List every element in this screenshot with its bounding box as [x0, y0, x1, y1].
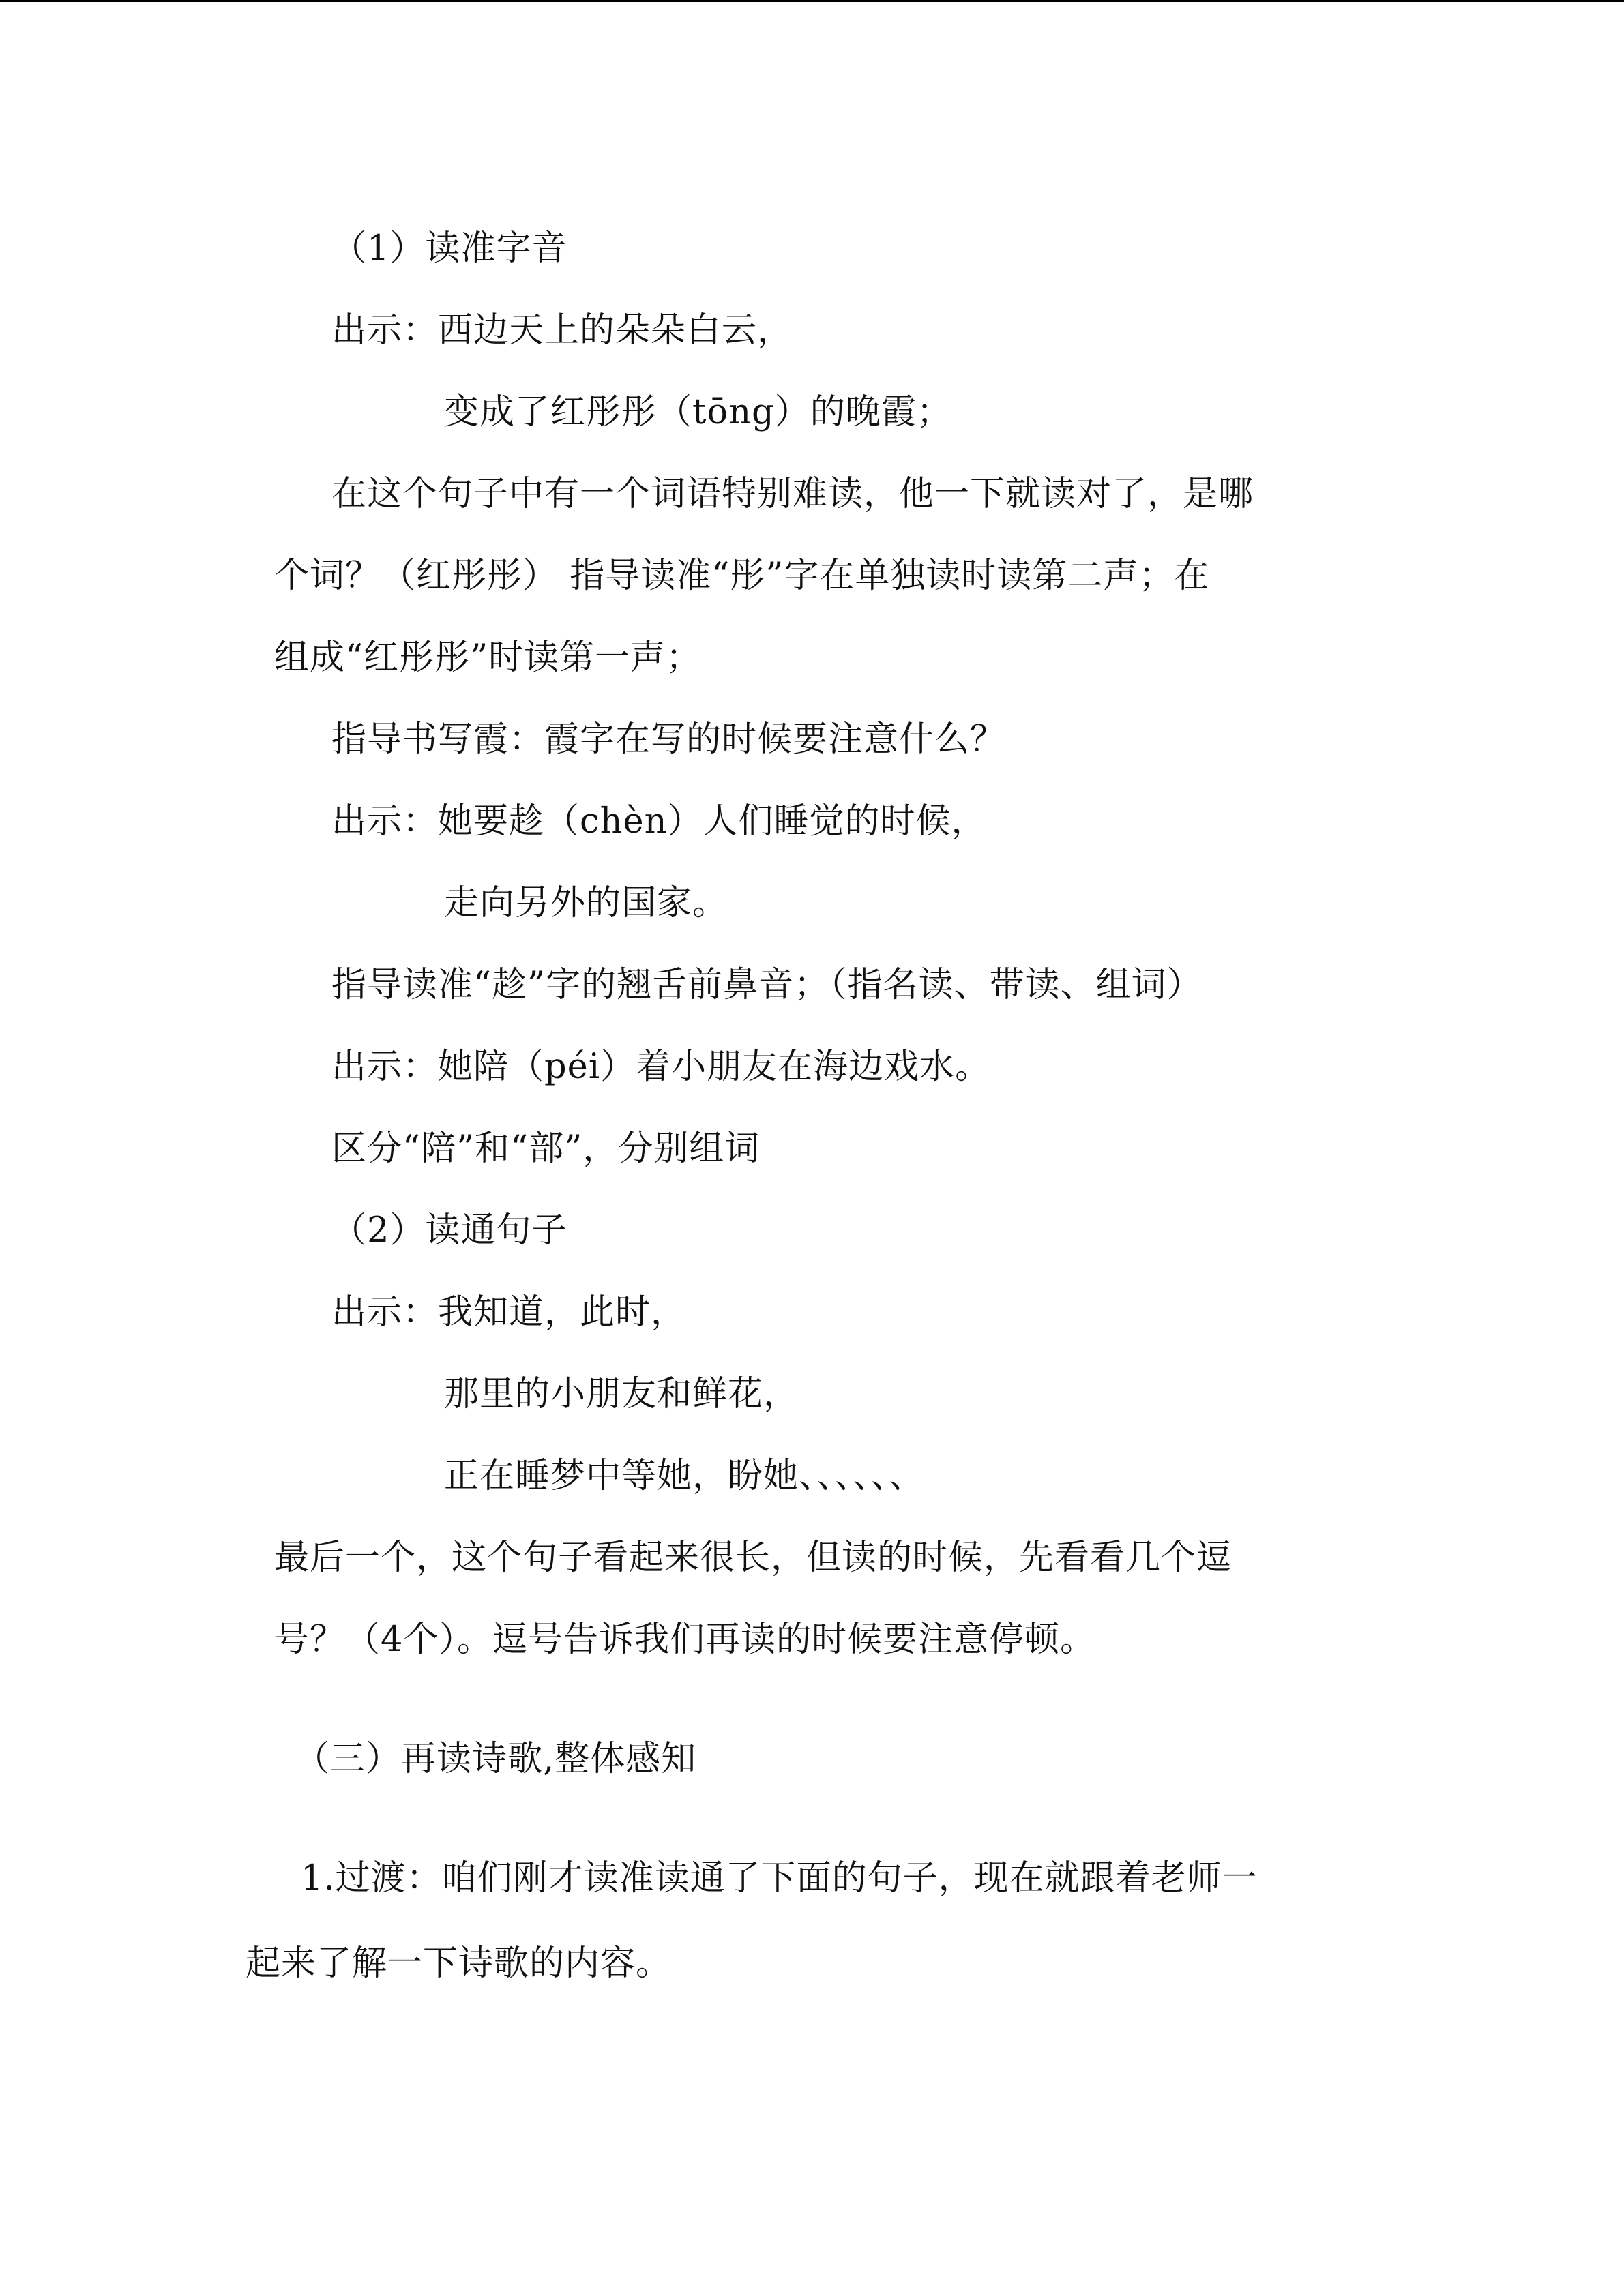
example-line: 正在睡梦中等她，盼她、、、、、、	[444, 1456, 925, 1496]
subheading-read-pronunciation: （1）读准字音	[331, 228, 567, 269]
example-line: 出示：西边天上的朵朵白云，	[331, 310, 793, 351]
paragraph-line: 在这个句子中有一个词语特别难读，他一下就读对了，是哪	[331, 474, 1254, 514]
paragraph-line: 起来了解一下诗歌的内容。	[246, 1943, 672, 1984]
paragraph-line: 指导书写霞：霞字在写的时候要注意什么？	[331, 719, 1006, 760]
paragraph-line: 区分“陪”和“部”，分别组词	[331, 1129, 761, 1169]
section-heading: （三）再读诗歌,整体感知	[295, 1739, 697, 1779]
example-line: 变成了红彤彤（tōng）的晚霞；	[444, 392, 952, 432]
subheading-read-sentences: （2）读通句子	[331, 1210, 567, 1251]
example-line: 出示：我知道，此时，	[331, 1292, 687, 1332]
paragraph-line: 最后一个，这个句子看起来很长，但读的时候，先看看几个逗	[274, 1538, 1232, 1578]
example-line: 走向另外的国家。	[444, 883, 728, 923]
example-line: 那里的小朋友和鲜花，	[444, 1374, 799, 1414]
paragraph-line: 个词？（红彤彤） 指导读准“彤”字在单独读时读第二声；在	[274, 556, 1210, 596]
paragraph-line: 组成“红彤彤”时读第一声；	[274, 638, 702, 678]
page-top-border	[0, 0, 1624, 2]
paragraph-line: 1.过渡：咱们刚才读准读通了下面的句子，现在就跟着老师一	[301, 1858, 1258, 1898]
paragraph-line: 号？（4个）。逗号告诉我们再读的时候要注意停顿。	[274, 1620, 1095, 1660]
example-line: 出示：她陪（péi）着小朋友在海边戏水。	[331, 1047, 991, 1087]
example-line: 出示：她要趁（chèn）人们睡觉的时候，	[331, 801, 987, 841]
paragraph-line: 指导读准“趁”字的翘舌前鼻音；（指名读、带读、组词）	[331, 965, 1202, 1005]
